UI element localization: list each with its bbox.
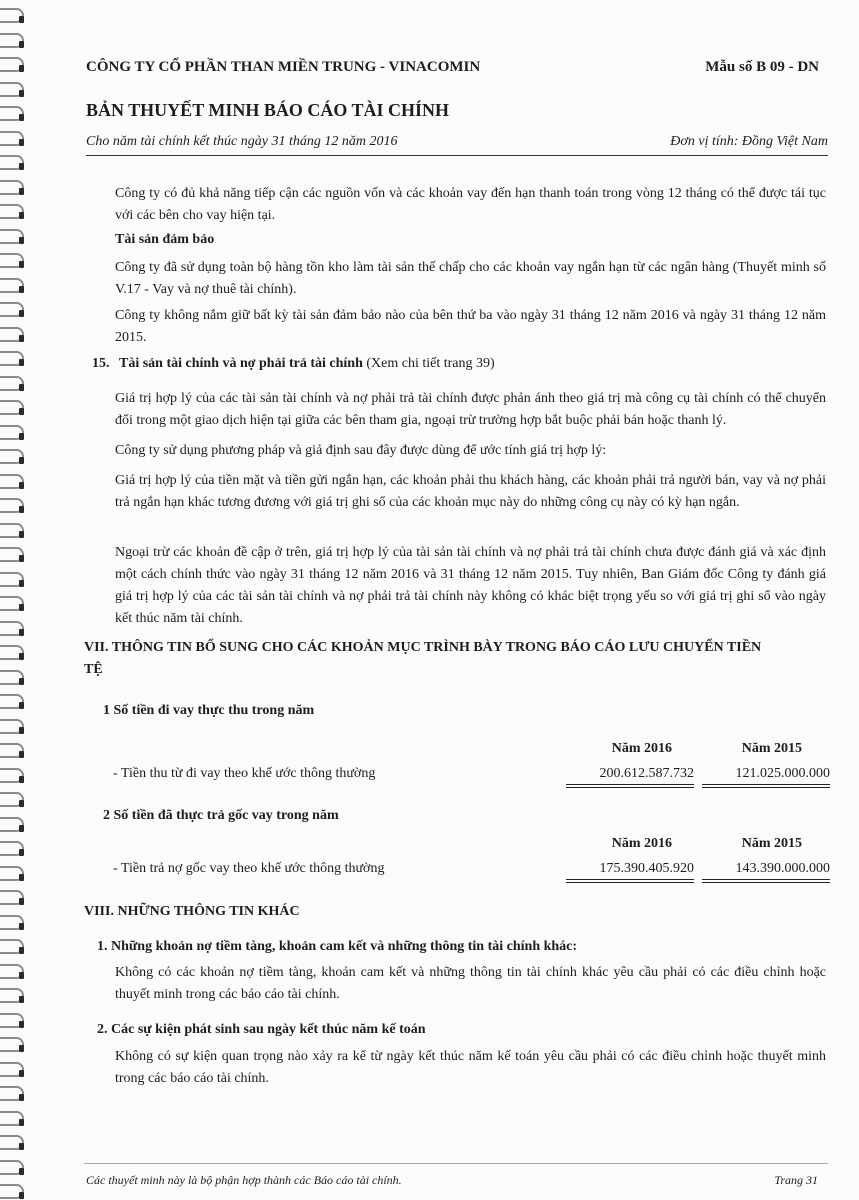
subsequent-events-paragraph: Không có sự kiện quan trọng nào xảy ra kể từ ngày kết thúc năm kế toán yêu cầu phải có các điều chỉnh hoặc thuyết minh trong các báo cáo tài chính.: [115, 1049, 826, 1086]
contingencies-heading: 1. Những khoản nợ tiềm tàng, khoản cam kết và những thông tin tài chính khác:: [97, 939, 578, 954]
loan-repaid-amount-2016: 175.390.405.920: [566, 861, 694, 880]
section-15-paragraph-1: Giá trị hợp lý của các tài sản tài chính và nợ phải trả tài chính được phản ánh theo giá trị mà công cụ tài chính có thể chuyển đổi trong một giao dịch hiện tại giữa các bên tham gia, ngoại trừ trường hợp bắt buộc phải bán hoặc thanh lý.: [115, 391, 826, 428]
intro-paragraph: Công ty có đủ khả năng tiếp cận các nguồn vốn và các khoản vay đến hạn thanh toán trong vòng 12 tháng có thể được tái tục với các bên cho vay hiện tại.: [115, 186, 826, 223]
collateral-paragraph-1: Công ty đã sử dụng toàn bộ hàng tồn kho làm tài sản thế chấp cho các khoản vay ngắn hạn từ các ngân hàng (Thuyết minh số V.17 - Vay và nợ thuê tài chính).: [115, 260, 826, 297]
subsequent-events-heading: 2. Các sự kiện phát sinh sau ngày kết thúc năm kế toán: [97, 1022, 426, 1037]
loan-repaid-col-2015: Năm 2015: [741, 836, 802, 851]
document-title: BẢN THUYẾT MINH BÁO CÁO TÀI CHÍNH: [86, 100, 450, 120]
section-15-number: 15.: [92, 356, 110, 371]
form-code: Mẫu số B 09 - DN: [705, 59, 819, 75]
loan-repaid-amount-2015: 143.390.000.000: [702, 861, 830, 880]
loan-repaid-heading: 2 Số tiền đã thực trả gốc vay trong năm: [103, 808, 339, 823]
loan-received-col-2015: Năm 2015: [741, 741, 802, 756]
contingencies-paragraph: Không có các khoản nợ tiềm tàng, khoản cam kết và những thông tin tài chính khác yêu cầu phải có các điều chỉnh hoặc thuyết minh trong các báo cáo tài chính.: [115, 965, 826, 1002]
company-name: CÔNG TY CỔ PHẦN THAN MIỀN TRUNG - VINACOMIN: [86, 59, 481, 75]
section-7-heading-line2: TỆ: [84, 662, 103, 677]
loan-received-amount-2016: 200.612.587.732: [566, 766, 694, 785]
section-15-paragraph-4: Ngoại trừ các khoản đề cập ở trên, giá trị hợp lý của tài sản tài chính và nợ phải trả tài chính chưa được đánh giá và xác định một cách chính thức vào ngày 31 tháng 12 năm 2016 và 31 tháng 12 năm 2015. Tuy nhiên, Ban Giám đốc Công ty đánh giá giá trị hợp lý của các tài sản tài chính và nợ phải trả tài chính này không có khác biệt trọng yếu so với giá trị ghi sổ vào ngày kết thúc năm tài chính.: [115, 545, 826, 626]
loan-received-col-2016: Năm 2016: [611, 741, 672, 756]
loan-repaid-col-2016: Năm 2016: [611, 836, 672, 851]
section-15-paragraph-3: Giá trị hợp lý của tiền mặt và tiền gửi ngắn hạn, các khoản phải thu khách hàng, các khoản phải trả người bán, vay và nợ phải trả ngắn hạn khác tương đương với giá trị ghi sổ của các khoản mục này do những công cụ này có kỳ hạn ngắn.: [115, 473, 826, 510]
section-15-title: Tài sản tài chính và nợ phải trả tài chính: [119, 356, 363, 371]
section-7-heading-line1: VII. THÔNG TIN BỔ SUNG CHO CÁC KHOẢN MỤC TRÌNH BÀY TRONG BÁO CÁO LƯU CHUYỂN TIỀN: [84, 640, 762, 655]
collateral-paragraph-2: Công ty không nắm giữ bất kỳ tài sản đảm bảo nào của bên thứ ba vào ngày 31 tháng 12 năm 2016 và ngày 31 tháng 12 năm 2015.: [115, 308, 826, 345]
collateral-heading: Tài sản đảm bảo: [115, 232, 215, 247]
footer-divider: [84, 1163, 828, 1164]
section-8-heading: VIII. NHỮNG THÔNG TIN KHÁC: [84, 904, 300, 919]
currency-unit: Đơn vị tính: Đồng Việt Nam: [670, 134, 828, 149]
page-number: Trang 31: [774, 1173, 818, 1187]
footer-note: Các thuyết minh này là bộ phận hợp thành các Báo cáo tài chính.: [86, 1173, 402, 1187]
loan-received-row-label: - Tiền thu từ đi vay theo khế ước thông thường: [113, 766, 376, 781]
section-15-reference: (Xem chi tiết trang 39): [366, 356, 495, 371]
loan-received-amount-2015: 121.025.000.000: [702, 766, 830, 785]
section-15-paragraph-2: Công ty sử dụng phương pháp và giả định sau đây được dùng để ước tính giá trị hợp lý:: [115, 443, 607, 458]
reporting-period: Cho năm tài chính kết thúc ngày 31 tháng 12 năm 2016: [86, 134, 398, 149]
loan-repaid-row-label: - Tiền trả nợ gốc vay theo khế ước thông thường: [113, 861, 385, 876]
loan-received-heading: 1 Số tiền đi vay thực thu trong năm: [103, 703, 315, 718]
section-15-heading: [92, 356, 495, 372]
header-divider: [86, 155, 828, 156]
